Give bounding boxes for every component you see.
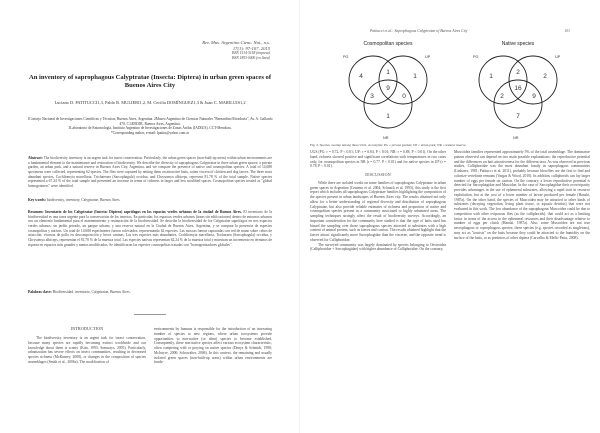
venn-title: Cosmopolitan species [363,41,413,47]
page-number: 101 [564,29,570,33]
running-head: Patitucci et al.: Saprophagous Calyptratae of Buenos Aires City [370,29,468,33]
discussion-paragraph-2: The surveyed community was largely dominated by species belonging to Oestroidea (Calliphoridae + Sarcophagidae) with higher abundance of Calliphoridae. On the contrary, [310,242,446,252]
venn-label-pg: PG [473,55,479,59]
venn-label-up: UP [425,55,431,59]
resumen-text: El inventario de la biodiversidad es una tarea urgente para la conservación de los insectos. En particular, los espacios verdes urbanos (áreas sin edificaciones) dentro de entornos urbanos son un elemento fundamental para el mantenimiento y restauración de la biodiversidad. Se describe la biodiversidad de los Calyptratae saprófagos en tres espacios verdes urbanos: un jardín privado, un parque urbano, y una reserva natural en la Ciudad de Buenos Aires, Argentina, y se compara la presencia de especies cosmopolitas y nativas. Un total de 14.688 especímenes fueron colectados, representando 62 especies. Las moscas fueron capturadas con red de mano sobre cebos de atracción, vísceras de pollo en descomposición y heces caninas. Las tres especies más abundantes, Cochliomyia macellaria, Tricharaea (Sarcophagula) occidua, y Chrysomya albiceps, representan el 81,78 % de la muestra total. Las especies nativas representan 62,24 % de la muestra total y muestran un incremento en términos de riqueza en espacios más grandes y menos modificados. Se identificaron las especies cosmopolitas tratadas con "homogenizadores globales". [28,210,272,247]
issn-online: ISSN 1853-0400 (en línea) [231,55,270,60]
right-column-2: Muscoidea families represented approximately 5% of the total assemblage. The dominance pattern observed can depend on two main possible explanations: the reproductive potential and the differences on bait attractiveness for the different taxa. As was observed in previous studies, Calliphoridae was the most abundant family in saprophagous communities (Linhares, 1981; Patitucci et al. 2011), probably because blowflies are the first to find and colonize vertebrate remains (Vargas & Wood, 2010). In addition, calliphorids can lay larger number of eggs per female on carrion. On the contrary, a lower reproductive potential is detected for Sarcophagidae and Muscidae. In the case of Sarcophagidae their ovoviviparity provides advantages in the use of ephemeral substrates, allowing a rapid start in resource exploitation, but at the cost of a lower number of larvae produced per female (Hanski, 1987a). On the other hand, the species of Muscoidea may be attracted to other kinds of substrates (decaying vegetation, living plant tissue, or aquatic detritus) that were not evaluated in this work. The low abundance of the saprophagous Muscoidea could be due to competition with other oviparous flies (as the calliphorids), that could act as a limiting factor in terms of the access to the ephemeral resources and their disadvantage relative to number of eggs per clutch (Hanski, 1987a). Also, some Muscoidea are not true necrophagous or coprophagous species; these species (e.g. species recorded as singletons), may act as "tourists" on the baits because they could be attracted to the humidity on the surface of the baits, or as predators of other diptera (Carvalho & Mello-Patiu, 2008). [454,150,590,240]
palabras-label: Palabras clave: [28,290,52,294]
affiliation-2: 3Laboratorio de Entomología, Instituto Argentino de Investigaciones de Zonas Áridas (IADIZA), CCT-Mendoza. [68,126,232,131]
resumen [28,210,272,247]
keywords-label: Key words: [28,198,46,202]
venn-label-nr: NR [513,136,519,140]
results-paragraph: UGS (PG: r = 0.72, P < 0.01; UP: r = 0.84, P < 0.01; NR: r = 0.88, P < 0.01). On the other hand, richness showed positive and significant correlations with temperatures in two cases only, for cosmopolitan species in NR (r = 0.77, P < 0.01) and for native species in UP (r = 0.78, P < 0.01). [310,150,446,169]
venn-label-nr: NR [383,136,389,140]
venn-region-pg-only: 1 [489,73,493,80]
venn-region-pg-up: 2 [516,69,520,76]
section-divider [134,314,166,315]
right-page [300,0,600,433]
journal-volume: 17(1): 97-107, 2015 [232,45,270,51]
palabras-text: Biodiversidad, inventario, Calyptratae, Buenos Aires. [52,290,131,294]
affiliations [26,117,274,136]
discussion-paragraph-1: While there are isolated works on some families of saprophagous Calyptratae in urban green spaces in Argentina (Centeno et al. 2004; Schnack et al. 1995), this study is the first report which includes all saprophagous Calyptratae families highlighting the composition of the species present in urban landscapes of Buenos Aires city. The results obtained not only allow for a better understanding of regional diversity and distribution of saprophagous Calyptratae, but also provide reliable estimates of richness and proportion of native and cosmopolitan species present in a community associated to highly urbanized areas. The sampling techniques strongly affect the result of biodiversity surveys. Accordingly, an important consideration for the community here studied is that the type of baits used has biased the sampling over those saprophagous species attracted to substrates with a high content of animal protein, such as faeces and carrion. The results obtained highlight that the faeces attract significantly more Sarcophagidae than the viscerae, and the opposite trend is observed for Calliphoridae. [310,180,446,242]
keywords-text: biodiversity, inventory, Calyptratae, Buenos Aires. [46,198,121,202]
venn-region-nr-only: 7 [516,113,520,120]
paper-title: An inventory of saprophagous Calyptratae (Insecta: Diptera) in urban green spaces of Buenos Aires City [28,74,272,90]
abstract [28,156,272,189]
abstract-label: Abstract: [28,156,43,160]
venn-region-pg-only: 4 [359,73,363,80]
intro-column-1: The biodiversity inventory is an urgent task for insect conservation, because many species are rapidly becoming extinct worldwide and our knowledge about them is scanty (Kim, 1993; Samways, 2005). Particularly, urbanization has severe effects on insect communities, resulting in decreased species richness (McKinney, 2008), or changes in the composition of species assemblages (Smith et al., 2006a). The modification of [28,336,146,364]
venn-title: Native species [501,41,535,47]
venn-region-pg-nr: 2 [500,93,504,100]
venn-label-up: UP [555,55,561,59]
venn-region-all: 16 [514,85,522,92]
venn-region-pg-nr: 3 [370,93,374,100]
palabras-clave [28,290,272,295]
introduction-heading: INTRODUCTION [70,326,104,331]
corresponding-author: *Corresponding author, e-mail: lpatitu@yahoo.com.ar [110,131,190,136]
venn-region-up-only: 2 [543,73,547,80]
venn-region-nr-only: 1 [386,113,390,120]
issn-print: ISSN 1514-5158 (impresa) [231,51,270,56]
venn-region-up-nr: 9 [532,93,536,100]
discussion-heading: DISCUSSION [365,172,391,177]
intro-column-2: environments by humans is responsible for the introduction of an increasing number of species to new regions, where urban ecosystems provide opportunities to non-native (or alien) species to become established. Consequently, these non-native species affect various ecosystem characteristic, often competing with or preying on native species (Denys & Schmidt, 1998; McIntyre, 2000; Schowalter, 2006). In this context, the remaining and usually isolated green spaces (non-built-up areas) within urban environments are funda- [154,327,272,365]
venn-cosmopolitan [328,38,448,142]
resumen-label: Resumen: Inventario de los Calyptratae (Insecta: Diptera) saprófagos en los espacios verdes urbanos de la ciudad de Buenos Aires. [28,210,242,214]
authors: Luciano D. PATITUCCI1,3, Pablo R. MULIERI1,2, M. Cecilia DOMÍNGUEZ1,3 & Juan C. MARILUIS1,2 [54,100,246,105]
affiliation-1: 1Consejo Nacional de Investigaciones Científicas y Técnicas, Buenos Aires, Argentina. 2Museo Argentino de Ciencias Naturales "Bernardino Rivadavia", Av. A. Gallardo 470, C1405DJR, Buenos Aires, Argentina. [27,117,273,126]
journal-name: Rev. Mus. Argentino Cienc. Nat., n.s. [202,40,270,45]
journal-info [202,40,270,60]
abstract-text: The biodiversity inventory is an urgent task for insect conservation. Particularly, the urban green spaces (non-built-up areas) within urban environments are a fundamental element to the maintenance and restoration of biodiversity. We describe the diversity of saprophagous Calyptratae in three urban green spaces: a private garden, an urban park, and a natural reserve in Buenos Aires City, Argentina, and we compare the presence of native and cosmopolitan species. A total of 14,688 specimens were collected, representing 62 species. The flies were captured by netting them on attractive baits, rotten viscera of chicken and dog faeces. The three most abundant species, Cochliomyia macellaria, Trichareaea (Sarcophagula) occidua, and Chrysomya albiceps, represent 81.78 % of the total sample. Native species represented a 67.24 % of the total sample and presented an increase in terms of richness in larger and less modified spaces. Cosmopolitan species treated as "global homogenizers" were identified. [28,156,272,188]
right-column-1 [310,150,446,252]
venn-region-up-only: 1 [413,73,417,80]
venn-region-all: 9 [386,85,390,92]
keywords [28,198,272,203]
venn-native [458,38,578,142]
venn-region-pg-up: 1 [386,69,390,76]
figure-caption: Fig. 2. Species overlap among three UGS. Acronyms: PG = private garden; UP = urban park; NR = natural reserve. [310,143,467,147]
venn-region-up-nr: 0 [402,93,406,100]
venn-label-pg: PG [343,55,349,59]
